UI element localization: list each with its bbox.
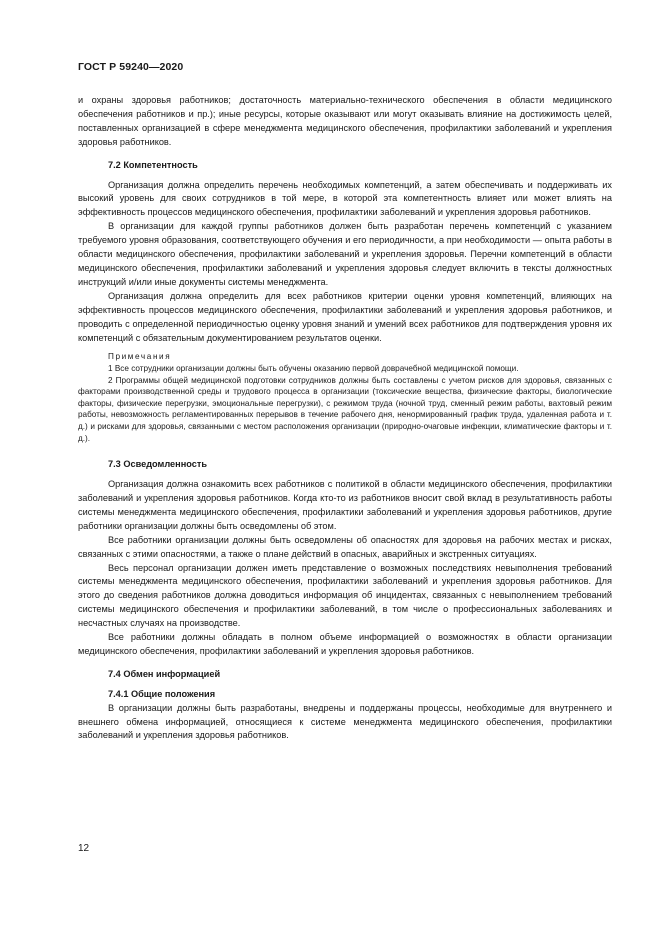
section-7-3-paragraph: Весь персонал организации должен иметь представление о возможных последствиях невыполнения требований системы менеджмента медицинского обеспечения, профилактики заболеваний и укрепления здоровья работников. Для этого до сведения работников должна доводиться информация об инцидентах, связанных с невыполнением требований системы медицинского обеспечения и профилактики заболеваний, в том числе о профессиональных заболеваниях и несчастных случаях на производстве. xyxy=(78,562,612,629)
section-7-4-1-paragraph: В организации должны быть разработаны, внедрены и поддержаны процессы, необходимые для внутреннего и внешнего обмена информацией, относящиеся к системе менеджмента медицинского обеспечения, профилактики заболеваний и укрепления здоровья работников. xyxy=(78,702,612,741)
intro-paragraph: и охраны здоровья работников; достаточность материально-технического обеспечения в области медицинского обеспечения работников и пр.); иные ресурсы, которые оказывают или могут оказывать влияние на достижимость целей, поставленных организацией в сфере менеджмента медицинского обеспечения, профилактики заболеваний и укрепления здоровья работников. xyxy=(78,95,612,147)
document-header: ГОСТ Р 59240—2020 xyxy=(78,61,184,73)
section-7-4-heading: 7.4 Обмен информацией xyxy=(108,668,221,679)
section-7-3-paragraph: Все работники организации должны быть осведомлены об опасностях для здоровья на рабочих местах и рисках, связанных с этими опасностями, а также о плане действий в опасных, аварийных и экстренных ситуациях. xyxy=(78,534,612,559)
section-7-2-paragraph: В организации для каждой группы работников должен быть разработан перечень компетенций с указанием требуемого уровня образования, соответствующего обучения и его периодичности, а при необходимости — опыта работы в области медицинского обеспечения, профилактики заболеваний и укрепления здоровья. Перечни компетенций в области медицинского обеспечения, профилактики заболеваний и укрепления здоровья следует включить в тексты должностных инструкций и/или иные документы системы менеджмента. xyxy=(78,221,612,287)
section-7-3-paragraph: Организация должна ознакомить всех работников с политикой в области медицинского обеспечения, профилактики заболеваний и укрепления здоровья работников. Когда кто-то из работников вносит свой вклад в результативность работы системы менеджмента медицинского обеспечения, профилактики заболеваний и укрепления здоровья работников, другие работники организации должны быть осведомлены об этом. xyxy=(78,479,612,531)
section-7-2-paragraph: Организация должна определить перечень необходимых компетенций, а затем обеспечивать и поддерживать их высокий уровень для своих сотрудников в той мере, в которой эта компетентность влияет или может влиять на эффективность процессов медицинского обеспечения, профилактики заболеваний и укрепления здоровья работников. xyxy=(78,179,612,218)
section-7-2-heading: 7.2 Компетентность xyxy=(108,159,198,170)
section-7-4-1-heading: 7.4.1 Общие положения xyxy=(108,688,216,699)
section-7-3-heading: 7.3 Осведомленность xyxy=(108,459,208,470)
section-7-3-paragraph: Все работники должны обладать в полном объеме информацией о возможностях в области организации медицинского обеспечения, профилактики заболеваний и укрепления здоровья работников. xyxy=(78,632,612,656)
note-item: 1 Все сотрудники организации должны быть обучены оказанию первой доврачебной медицинской помощи. xyxy=(108,364,519,373)
document-body xyxy=(78,94,612,743)
page-number: 12 xyxy=(78,843,90,854)
notes-title: Примечания xyxy=(108,352,172,362)
section-7-2-paragraph: Организация должна определить для всех работников критерии оценки уровня компетенций, влияющих на эффективность процессов медицинского обеспечения, профилактики заболеваний и укрепления здоровья работников, и проводить с определенной периодичностью оценку уровня знаний и умений всех работников для подтверждения уровня их компетенций с обязательным документированием результатов оценки. xyxy=(78,290,612,343)
note-item: 2 Программы общей медицинской подготовки сотрудников должны быть составлены с учетом рисков для здоровья, связанных с факторами производственной среды и трудового процесса в организации (токсические вещества, физические факторы, биологические факторы, физические перегрузки, эмоциональные перегрузки), с режимом труда (ночной труд, сменный режим работы, вахтовый режим работы, невозможность регламентированных перерывов в течение рабочего дня, ненормированный график труда, удаленная работа и т. д.) и рисками для здоровья, связанными с местом расположения организации (природно-очаговые инфекции, климатические факторы и т. д.). xyxy=(78,375,612,443)
